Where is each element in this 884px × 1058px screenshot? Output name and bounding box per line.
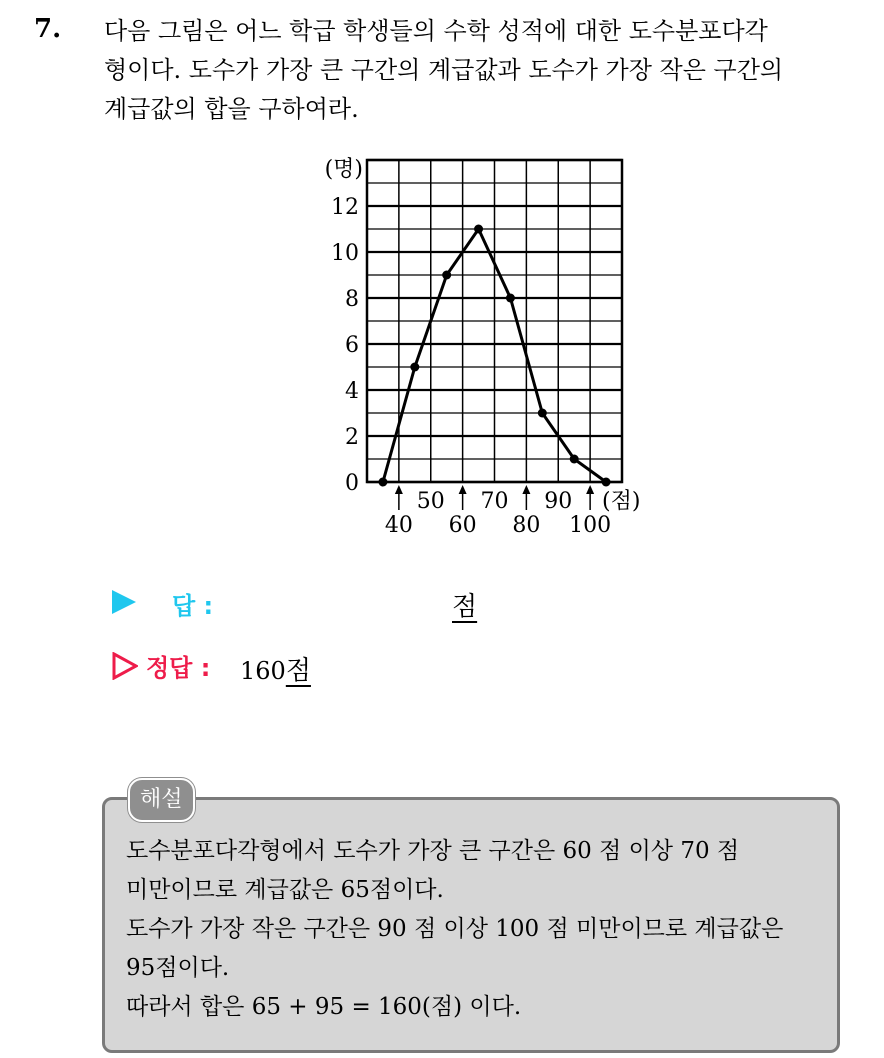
explanation-line: 95점이다. — [126, 955, 230, 981]
boundary-arrow-head — [522, 485, 530, 494]
data-point — [442, 271, 451, 280]
question-line: 다음 그림은 어느 학급 학생들의 수학 성적에 대한 도수분포다각 — [104, 17, 768, 45]
question-line: 계급값의 합을 구하여라. — [104, 95, 359, 123]
y-tick-label: 10 — [331, 241, 359, 266]
solution-value: 160 — [240, 657, 286, 685]
data-point — [538, 409, 547, 418]
explanation-text — [126, 832, 826, 1027]
data-point — [474, 225, 483, 234]
y-tick-label: 6 — [345, 333, 359, 358]
x-tick-label: 40 — [384, 513, 413, 538]
solution-label: 정답 : — [146, 654, 211, 682]
solution-value-group — [240, 650, 311, 687]
boundary-arrow-head — [459, 485, 467, 494]
boundary-arrow-head — [586, 485, 594, 494]
data-point — [506, 294, 515, 303]
x-tick-label: 60 — [448, 513, 477, 538]
x-tick-label: 100 — [569, 513, 612, 538]
boundary-arrow-head — [395, 485, 403, 494]
explanation-line: 도수가 가장 작은 구간은 90 점 이상 100 점 미만이므로 계급값은 — [126, 916, 784, 942]
data-point — [570, 455, 579, 464]
outline-triangle-icon — [112, 652, 138, 680]
data-point — [378, 478, 387, 487]
x-tick-label: 50 — [416, 489, 445, 514]
data-point — [602, 478, 611, 487]
y-tick-label: 12 — [331, 195, 359, 220]
play-triangle-icon — [112, 590, 136, 614]
question-number: 7. — [34, 14, 62, 44]
explanation-line: 따라서 합은 65 + 95 = 160(점) 이다. — [126, 994, 522, 1020]
answer-label: 답 : — [172, 592, 214, 620]
y-tick-label: 8 — [345, 287, 359, 312]
x-tick-label: 70 — [480, 489, 509, 514]
x-axis-label: (점) — [602, 489, 641, 514]
y-tick-label: 4 — [345, 379, 359, 404]
answer-unit: 점 — [452, 592, 478, 622]
explanation-line: 도수분포다각형에서 도수가 가장 큰 구간은 60 점 이상 70 점 — [126, 838, 740, 864]
data-point — [410, 363, 419, 372]
y-axis-label: (명) — [324, 157, 363, 182]
explanation-tag: 해설 — [128, 778, 195, 822]
y-tick-label: 2 — [345, 425, 359, 450]
solution-unit: 점 — [285, 656, 311, 686]
question-line: 형이다. 도수가 가장 큰 구간의 계급값과 도수가 가장 작은 구간의 — [104, 56, 784, 84]
x-tick-label: 90 — [544, 489, 573, 514]
y-tick-label: 0 — [345, 471, 359, 496]
explanation-line: 미만이므로 계급값은 65점이다. — [126, 877, 444, 903]
x-tick-label: 80 — [512, 513, 541, 538]
